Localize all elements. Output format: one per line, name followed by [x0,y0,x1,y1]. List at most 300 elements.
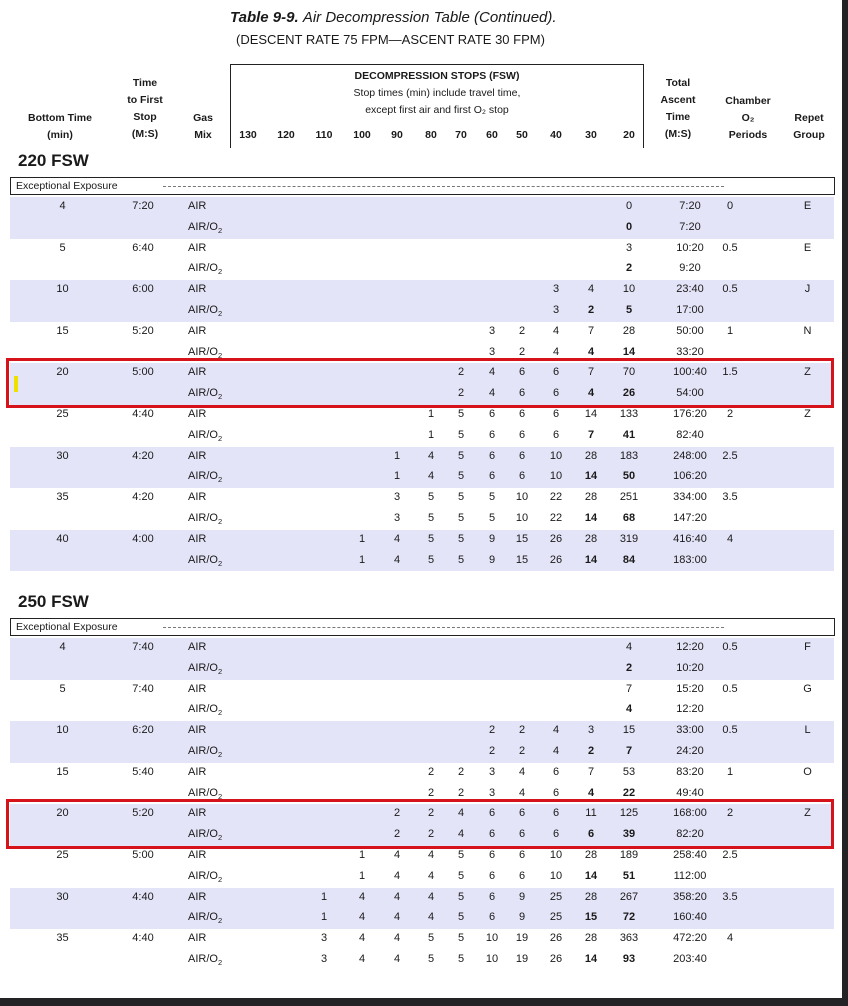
time-to-first-stop-cell: 5:00 [132,366,154,379]
stop-time-cell: 5 [488,512,496,524]
total-ascent-time-cell: 334:00 [673,491,707,504]
stop-time-cell: 1 [358,532,366,545]
stop-time-cell: 3 [320,953,328,965]
stop-time-cell: 189 [619,849,639,861]
stop-time-cell: 10 [485,953,499,965]
table-row [10,509,834,530]
gas-mix-cell: AIR [188,849,207,861]
stop-time-cell: 5 [457,953,465,965]
stop-time-cell: 28 [622,324,636,337]
stop-time-cell: 41 [622,428,636,441]
bottom-time-cell: 30 [56,890,69,903]
stop-time-cell: 14 [584,553,598,566]
gas-mix-cell: AIR/$O_2$ [188,553,223,568]
gas-mix-cell: AIR/$O_2$ [188,786,223,801]
table-row [10,259,834,280]
stop-time-cell: 19 [515,932,529,945]
gas-mix-cell: AIR/$O_2$ [188,304,223,318]
stop-time-cell: 6 [488,869,496,882]
table-subtitle: (DESCENT RATE 75 FPM—ASCENT RATE 30 FPM) [236,32,545,47]
table-row [10,721,834,742]
stop-time-cell: 6 [552,786,560,799]
gas-mix-cell: AIR [188,890,207,903]
header-repet-group: Repet Group [793,112,825,141]
stop-time-cell: 4 [587,786,595,799]
stop-time-cell: 3 [320,932,328,945]
stop-time-cell: 10 [549,849,563,861]
stop-time-cell: 3 [393,491,401,504]
stop-time-cell: 4 [518,786,526,799]
stop-time-cell: 6 [518,408,526,420]
stop-time-cell: 2 [518,724,526,737]
repet-group-cell: Z [804,807,811,820]
stop-time-cell: 14 [584,869,598,882]
stop-time-cell: 133 [619,408,639,420]
gas-mix-cell: AIR/$O_2$ [188,745,223,759]
bottom-time-cell: 25 [56,849,69,861]
repet-group-cell: E [803,241,812,254]
stop-time-cell: 4 [552,324,560,337]
stop-time-cell: 6 [552,408,560,420]
stop-time-cell: 6 [552,765,560,778]
section-depth-title: 220 FSW [18,151,89,170]
total-ascent-time-cell: 17:00 [676,304,704,316]
repet-group-cell: J [804,283,811,296]
table-row [10,846,834,867]
stop-depth-40: 40 [550,129,562,141]
header-total-ascent: Total Ascent Time (M:S) [660,77,696,140]
time-to-first-stop-cell: 4:20 [132,491,154,504]
repet-group-cell: G [803,682,812,695]
total-ascent-time-cell: 10:20 [676,661,704,674]
gas-mix-cell: AIR [188,641,207,653]
gas-mix-cell: AIR [188,724,207,737]
total-ascent-time-cell: 248:00 [673,449,707,462]
repet-group-cell: F [804,641,811,653]
stop-time-cell: 26 [549,953,563,965]
gas-mix-cell: AIR/$O_2$ [188,220,223,235]
total-ascent-time-cell: 54:00 [676,387,704,400]
chamber-periods-cell: 0.5 [722,241,738,254]
stop-time-cell: 4 [393,932,401,945]
stop-time-cell: 4 [427,869,435,882]
gas-mix-cell: AIR/$O_2$ [188,911,223,926]
table-row [10,467,834,488]
bottom-time-cell: 4 [59,641,66,653]
stop-time-cell: 93 [622,953,636,965]
stop-time-cell: 26 [549,532,563,545]
gas-mix-cell: AIR [188,932,207,945]
table-row [10,488,834,509]
gas-mix-cell: AIR/$O_2$ [188,387,223,402]
time-to-first-stop-cell: 6:20 [132,724,154,737]
stop-time-cell: 0 [625,200,633,212]
exceptional-exposure-bar [10,177,835,195]
time-to-first-stop-cell: 6:00 [132,283,154,296]
total-ascent-time-cell: 15:20 [676,682,704,695]
stop-time-cell: 4 [552,345,560,358]
time-to-first-stop-cell: 4:40 [132,408,154,420]
stop-time-cell: 5 [457,849,465,861]
bottom-time-cell: 5 [59,241,66,254]
stop-time-cell: 5 [457,869,465,882]
stop-time-cell: 6 [488,890,496,903]
yellow-highlight-mark [14,376,18,392]
total-ascent-time-cell: 82:40 [676,428,704,441]
stop-time-cell: 39 [622,828,636,841]
stop-depth-120: 120 [277,129,295,141]
stop-time-cell: 5 [457,911,465,924]
stop-time-cell: 6 [488,911,496,924]
time-to-first-stop-cell: 7:40 [132,641,154,653]
table-row [10,888,834,909]
total-ascent-time-cell: 416:40 [673,532,707,545]
stop-depth-100: 100 [353,129,371,141]
table-row [10,426,834,447]
gas-mix-cell: AIR [188,491,207,504]
stop-time-cell: 14 [584,470,598,483]
stop-depth-50: 50 [516,129,528,141]
chamber-periods-cell: 1 [726,324,734,337]
stop-time-cell: 1 [320,890,328,903]
stop-time-cell: 5 [625,304,633,316]
total-ascent-time-cell: 12:20 [676,641,704,653]
stop-time-cell: 15 [515,532,529,545]
total-ascent-time-cell: 33:00 [676,724,704,737]
stop-time-cell: 2 [427,765,435,778]
stop-time-cell: 7 [587,366,595,379]
stop-time-cell: 125 [619,807,639,820]
stop-time-cell: 26 [549,553,563,566]
stop-time-cell: 2 [427,807,435,820]
stop-time-cell: 183 [619,449,639,462]
stop-time-cell: 5 [427,932,435,945]
stop-time-cell: 4 [393,953,401,965]
stop-time-cell: 6 [552,807,560,820]
table-row [10,742,834,763]
window-edge-right [842,0,848,1006]
time-to-first-stop-cell: 5:20 [132,807,154,820]
chamber-periods-cell: 2 [726,408,734,420]
bottom-time-cell: 30 [56,449,69,462]
bottom-time-cell: 20 [56,366,69,379]
stop-time-cell: 4 [393,869,401,882]
gas-mix-cell: AIR [188,200,207,212]
stop-time-cell: 25 [549,911,563,924]
gas-mix-cell: AIR/$O_2$ [188,428,223,443]
total-ascent-time-cell: 50:00 [676,324,704,337]
repet-group-cell: O [803,765,812,778]
table-row [10,218,834,239]
stop-time-cell: 1 [320,911,328,924]
highlight-box-220-20 [6,358,834,408]
chamber-periods-cell: 4 [726,532,734,545]
chamber-periods-cell: 3.5 [722,890,738,903]
repet-group-cell: Z [804,366,811,379]
bottom-time-cell: 15 [56,324,69,337]
total-ascent-time-cell: 7:20 [679,200,701,212]
table-row [10,638,834,659]
time-to-first-stop-cell: 4:00 [132,532,154,545]
table-row [10,280,834,301]
stop-time-cell: 1 [427,428,435,441]
stop-time-cell: 267 [619,890,639,903]
stop-time-cell: 2 [393,828,401,841]
total-ascent-time-cell: 183:00 [673,553,707,566]
table-title: Table 9-9. Air Decompression Table (Continued). [230,9,557,26]
total-ascent-time-cell: 9:20 [679,262,701,275]
total-ascent-time-cell: 49:40 [676,786,704,799]
gas-mix-cell: AIR [188,765,207,778]
stop-time-cell: 4 [393,553,401,566]
stop-time-cell: 53 [622,765,636,778]
stop-depth-60: 60 [486,129,498,141]
stop-time-cell: 319 [619,532,639,545]
stop-depth-70: 70 [455,129,467,141]
gas-mix-cell: AIR [188,682,207,695]
table-row [10,447,834,468]
stop-time-cell: 2 [488,724,496,737]
stop-time-cell: 5 [427,491,435,504]
gas-mix-cell: AIR [188,324,207,337]
time-to-first-stop-cell: 4:40 [132,932,154,945]
stop-time-cell: 4 [552,724,560,737]
stop-time-cell: 7 [587,324,595,337]
stop-time-cell: 2 [457,786,465,799]
stop-time-cell: 22 [622,786,636,799]
total-ascent-time-cell: 176:20 [673,408,707,420]
window-edge-bottom [0,998,848,1006]
gas-mix-cell: AIR/$O_2$ [188,345,223,360]
header-decompression-stops: DECOMPRESSION STOPS (FSW) Stop times (min) include travel time, except first air and first O₂ stop [353,70,521,116]
time-to-first-stop-cell: 5:20 [132,324,154,337]
bottom-time-cell: 5 [59,682,66,695]
stop-time-cell: 5 [457,470,465,483]
stop-time-cell: 3 [552,283,560,296]
total-ascent-time-cell: 112:00 [673,869,707,882]
table-row [10,659,834,680]
gas-mix-cell: AIR/$O_2$ [188,512,223,526]
chamber-periods-cell: 0 [726,200,734,212]
section-depth-title: 250 FSW [18,592,89,611]
bottom-time-cell: 25 [56,408,69,420]
time-to-first-stop-cell: 6:40 [132,241,154,254]
stop-time-cell: 3 [552,304,560,316]
stop-time-cell: 4 [393,890,401,903]
stop-time-cell: 5 [427,953,435,965]
time-to-first-stop-cell: 4:20 [132,449,154,462]
stop-time-cell: 5 [427,553,435,566]
stop-depth-130: 130 [239,129,257,141]
total-ascent-time-cell: 23:40 [676,283,704,296]
stop-time-cell: 4 [587,283,595,296]
stop-time-cell: 10 [549,449,563,462]
chamber-periods-cell: 0.5 [722,724,738,737]
stop-time-cell: 25 [549,890,563,903]
stop-time-cell: 6 [552,387,560,400]
stop-time-cell: 26 [622,387,636,400]
bottom-time-cell: 35 [56,491,69,504]
stop-time-cell: 7 [625,745,633,757]
header-gas-mix: Gas Mix [193,112,213,141]
stop-time-cell: 22 [549,512,563,524]
stop-time-cell: 10 [485,932,499,945]
gas-mix-cell: AIR/$O_2$ [188,828,223,843]
stop-depth-80: 80 [425,129,437,141]
table-row [10,197,834,218]
stop-time-cell: 3 [393,512,401,524]
gas-mix-cell: AIR [188,532,207,545]
stop-time-cell: 6 [488,828,496,841]
total-ascent-time-cell: 472:20 [673,932,707,945]
total-ascent-time-cell: 168:00 [673,807,707,820]
stop-time-cell: 9 [518,890,526,903]
stop-time-cell: 4 [427,470,435,483]
total-ascent-time-cell: 83:20 [676,765,704,778]
stop-time-cell: 5 [488,491,496,504]
gas-mix-cell: AIR/$O_2$ [188,953,223,967]
table-row [10,763,834,784]
chamber-periods-cell: 2.5 [722,449,738,462]
table-row [10,867,834,888]
total-ascent-time-cell: 33:20 [676,345,704,358]
stop-time-cell: 2 [625,262,633,275]
table-row [10,405,834,426]
stop-time-cell: 1 [393,449,401,462]
stop-time-cell: 1 [427,408,435,420]
repet-group-cell: L [804,724,811,737]
stop-time-cell: 14 [584,408,598,420]
header-bottom-time: Bottom Time (min) [28,112,92,141]
stop-time-cell: 3 [587,724,595,737]
stop-time-cell: 2 [587,745,595,757]
stop-time-cell: 2 [518,745,526,757]
gas-mix-cell: AIR/$O_2$ [188,869,223,884]
stop-time-cell: 6 [518,449,526,462]
total-ascent-time-cell: 358:20 [673,890,707,903]
stop-time-cell: 22 [549,491,563,504]
stop-time-cell: 19 [515,953,529,965]
stop-time-cell: 5 [457,890,465,903]
gas-mix-cell: AIR [188,366,207,379]
stop-time-cell: 2 [587,304,595,316]
stop-time-cell: 2 [427,786,435,799]
total-ascent-time-cell: 106:20 [673,470,707,483]
stop-time-cell: 1 [358,869,366,882]
stop-time-cell: 6 [518,470,526,483]
stop-time-cell: 6 [552,828,560,841]
stop-time-cell: 2 [427,828,435,841]
stop-depth-90: 90 [391,129,403,141]
stop-time-cell: 4 [587,387,595,400]
stop-time-cell: 5 [457,449,465,462]
stop-time-cell: 26 [549,932,563,945]
exposure-divider [163,186,724,187]
chamber-periods-cell: 1.5 [722,366,738,379]
total-ascent-time-cell: 24:20 [676,745,704,757]
stop-time-cell: 251 [619,491,639,504]
bottom-time-cell: 40 [56,532,69,545]
stop-time-cell: 3 [488,765,496,778]
repet-group-cell: Z [804,408,811,420]
total-ascent-time-cell: 12:20 [676,703,704,716]
stop-time-cell: 3 [488,786,496,799]
stop-time-cell: 5 [427,532,435,545]
stop-time-cell: 1 [393,470,401,483]
stop-time-cell: 6 [552,428,560,441]
stop-time-cell: 4 [393,911,401,924]
stop-time-cell: 14 [622,345,636,358]
stop-time-cell: 10 [549,470,563,483]
stop-time-cell: 28 [584,532,598,545]
stop-time-cell: 4 [457,807,465,820]
chamber-periods-cell: 4 [726,932,734,945]
table-row [10,908,834,929]
gas-mix-cell: AIR/$O_2$ [188,703,223,718]
highlight-box-250-20 [6,799,834,849]
stop-time-cell: 4 [427,911,435,924]
stop-time-cell: 6 [518,807,526,820]
time-to-first-stop-cell: 7:40 [132,682,154,695]
stop-time-cell: 28 [584,932,598,945]
stop-time-cell: 4 [427,890,435,903]
chamber-periods-cell: 1 [726,765,734,778]
table-row [10,950,834,971]
stop-time-cell: 72 [622,911,636,924]
stop-time-cell: 4 [518,765,526,778]
bottom-time-cell: 10 [56,283,69,296]
table-row [10,239,834,260]
stop-time-cell: 5 [457,428,465,441]
stop-time-cell: 28 [584,849,598,861]
stop-time-cell: 15 [515,553,529,566]
table-row [10,929,834,950]
stop-time-cell: 4 [457,828,465,841]
stop-time-cell: 5 [457,408,465,420]
stop-time-cell: 6 [488,807,496,820]
stop-time-cell: 1 [358,553,366,566]
total-ascent-time-cell: 100:40 [673,366,707,379]
stop-time-cell: 7 [587,428,595,441]
table-row [10,322,834,343]
bottom-time-cell: 15 [56,765,69,778]
table-row [10,551,834,572]
stop-time-cell: 4 [393,849,401,861]
stop-time-cell: 6 [488,428,496,441]
stop-time-cell: 6 [518,849,526,861]
gas-mix-cell: AIR/$O_2$ [188,661,223,676]
stop-time-cell: 1 [358,849,366,861]
stop-time-cell: 6 [518,828,526,841]
stop-depth-30: 30 [585,129,597,141]
chamber-periods-cell: 0.5 [722,283,738,296]
stop-time-cell: 4 [552,745,560,757]
stop-time-cell: 28 [584,491,598,504]
stop-time-cell: 4 [625,641,633,653]
stop-time-cell: 5 [457,491,465,504]
time-to-first-stop-cell: 5:40 [132,765,154,778]
stop-time-cell: 363 [619,932,639,945]
chamber-periods-cell: 0.5 [722,641,738,653]
stop-time-cell: 84 [622,553,636,566]
stop-time-cell: 14 [584,953,598,965]
stop-time-cell: 5 [457,553,465,566]
stop-time-cell: 51 [622,869,636,882]
chamber-periods-cell: 2.5 [722,849,738,861]
stop-time-cell: 4 [358,932,366,945]
stop-time-cell: 0 [625,220,633,233]
stop-time-cell: 9 [488,553,496,566]
